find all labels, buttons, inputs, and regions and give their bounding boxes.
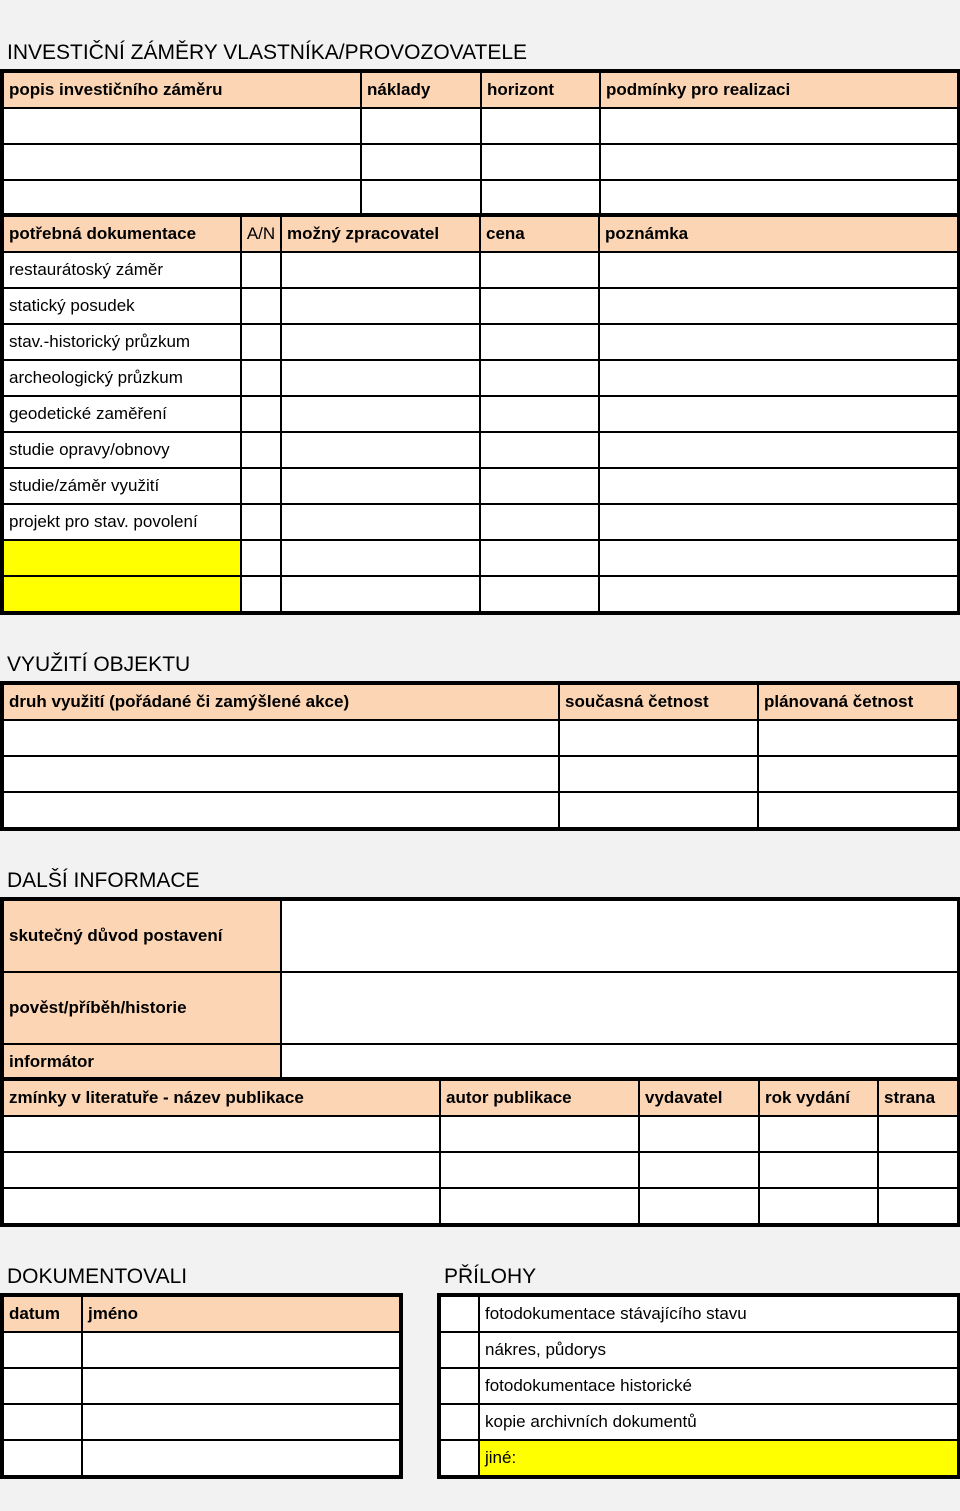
cell-datum[interactable]: [3, 1332, 82, 1368]
dok-zpracovatel-cell[interactable]: [281, 576, 480, 612]
section-title-prilohy: PŘÍLOHY: [444, 1265, 537, 1288]
prilohy-table: [439, 1295, 959, 1477]
cell-naklady[interactable]: [361, 144, 481, 180]
col-vydavatel: vydavatel: [639, 1080, 759, 1116]
col-nazev-publikace: zmínky v literatuře - název publikace: [3, 1080, 440, 1116]
cell-soucasna[interactable]: [559, 720, 758, 756]
dok-cena-cell[interactable]: [480, 360, 599, 396]
cell-planovana[interactable]: [758, 720, 958, 756]
priloha-jine-field[interactable]: jiné:: [479, 1440, 958, 1476]
dok-poznamka-cell[interactable]: [599, 504, 958, 540]
section-title-dokumentovali: DOKUMENTOVALI: [7, 1265, 188, 1288]
dok-poznamka-cell[interactable]: [599, 288, 958, 324]
priloha-checkbox[interactable]: [440, 1368, 479, 1404]
priloha-checkbox[interactable]: [440, 1296, 479, 1332]
dok-zpracovatel-cell[interactable]: [281, 432, 480, 468]
dok-item-label: restaurátoský záměr: [3, 252, 241, 288]
cell-horizont[interactable]: [481, 144, 600, 180]
povest-label: pověst/příběh/historie: [3, 972, 281, 1044]
cell-nazev[interactable]: [3, 1152, 440, 1188]
col-cena: cena: [480, 216, 599, 252]
cell-autor[interactable]: [440, 1152, 639, 1188]
cell-datum[interactable]: [3, 1440, 82, 1476]
dok-zpracovatel-cell[interactable]: [281, 252, 480, 288]
cell-horizont[interactable]: [481, 180, 600, 216]
cell-strana[interactable]: [878, 1152, 958, 1188]
cell-popis[interactable]: [3, 144, 361, 180]
dok-custom-item-cell[interactable]: [3, 540, 241, 576]
cell-rok[interactable]: [759, 1152, 878, 1188]
dok-poznamka-cell[interactable]: [599, 360, 958, 396]
priloha-label: fotodokumentace stávajícího stavu: [479, 1296, 958, 1332]
col-datum: datum: [3, 1296, 82, 1332]
col-naklady: náklady: [361, 72, 481, 108]
dok-item-label: studie/záměr využití: [3, 468, 241, 504]
literatura-table: [2, 1079, 959, 1225]
vyuziti-table: [2, 683, 959, 829]
dok-poznamka-cell[interactable]: [599, 396, 958, 432]
cell-popis[interactable]: [3, 180, 361, 216]
col-druh-vyuziti: druh využití (pořádané či zamýšlené akce): [3, 684, 559, 720]
dokumentace-table: [2, 215, 959, 613]
cell-soucasna[interactable]: [559, 792, 758, 828]
dok-zpracovatel-cell[interactable]: [281, 504, 480, 540]
cell-datum[interactable]: [3, 1404, 82, 1440]
dok-poznamka-cell[interactable]: [599, 324, 958, 360]
dok-an-cell[interactable]: [241, 576, 281, 612]
col-planovana-cetnost: plánovaná četnost: [758, 684, 958, 720]
informator-label: informátor: [3, 1044, 281, 1080]
col-autor-publikace: autor publikace: [440, 1080, 639, 1116]
cell-autor[interactable]: [440, 1116, 639, 1152]
cell-horizont[interactable]: [481, 108, 600, 144]
dok-cena-cell[interactable]: [480, 504, 599, 540]
cell-planovana[interactable]: [758, 792, 958, 828]
dok-zpracovatel-cell[interactable]: [281, 468, 480, 504]
dok-an-cell[interactable]: [241, 288, 281, 324]
cell-vydavatel[interactable]: [639, 1152, 759, 1188]
cell-jmeno[interactable]: [82, 1368, 400, 1404]
col-rok-vydani: rok vydání: [759, 1080, 878, 1116]
dok-poznamka-cell[interactable]: [599, 576, 958, 612]
col-popis: popis investičního záměru: [3, 72, 361, 108]
dok-zpracovatel-cell[interactable]: [281, 288, 480, 324]
cell-druh[interactable]: [3, 756, 559, 792]
dok-an-cell[interactable]: [241, 504, 281, 540]
dok-custom-item-cell[interactable]: [3, 576, 241, 612]
col-podminky: podmínky pro realizaci: [600, 72, 958, 108]
col-jmeno: jméno: [82, 1296, 400, 1332]
col-an: A/N: [241, 216, 281, 252]
duvod-label: skutečný důvod postavení: [3, 900, 281, 972]
cell-naklady[interactable]: [361, 108, 481, 144]
dok-zpracovatel-cell[interactable]: [281, 396, 480, 432]
cell-autor[interactable]: [440, 1188, 639, 1224]
duvod-field[interactable]: [281, 900, 958, 972]
cell-popis[interactable]: [3, 108, 361, 144]
dok-cena-cell[interactable]: [480, 324, 599, 360]
povest-field[interactable]: [281, 972, 958, 1044]
dalsi-info-table: [2, 899, 959, 1081]
dok-cena-cell[interactable]: [480, 468, 599, 504]
dok-poznamka-cell[interactable]: [599, 252, 958, 288]
cell-rok[interactable]: [759, 1188, 878, 1224]
dok-item-label: studie opravy/obnovy: [3, 432, 241, 468]
dok-cena-cell[interactable]: [480, 432, 599, 468]
priloha-label: kopie archivních dokumentů: [479, 1404, 958, 1440]
dok-an-cell[interactable]: [241, 396, 281, 432]
dok-zpracovatel-cell[interactable]: [281, 360, 480, 396]
dok-an-cell[interactable]: [241, 468, 281, 504]
cell-podminky[interactable]: [600, 108, 958, 144]
cell-jmeno[interactable]: [82, 1440, 400, 1476]
priloha-checkbox[interactable]: [440, 1332, 479, 1368]
dok-item-label: archeologický průzkum: [3, 360, 241, 396]
col-horizont: horizont: [481, 72, 600, 108]
col-poznamka: poznámka: [599, 216, 958, 252]
dok-item-label: statický posudek: [3, 288, 241, 324]
cell-druh[interactable]: [3, 792, 559, 828]
priloha-checkbox[interactable]: [440, 1404, 479, 1440]
cell-naklady[interactable]: [361, 180, 481, 216]
dokumentovali-table: [2, 1295, 401, 1477]
priloha-checkbox[interactable]: [440, 1440, 479, 1476]
priloha-label: fotodokumentace historické: [479, 1368, 958, 1404]
dok-zpracovatel-cell[interactable]: [281, 540, 480, 576]
cell-podminky[interactable]: [600, 180, 958, 216]
cell-vydavatel[interactable]: [639, 1116, 759, 1152]
col-strana: strana: [878, 1080, 958, 1116]
section-title-vyuziti: VYUŽITÍ OBJEKTU: [7, 653, 191, 676]
dok-an-cell[interactable]: [241, 360, 281, 396]
cell-soucasna[interactable]: [559, 756, 758, 792]
section-title-investice: INVESTIČNÍ ZÁMĚRY VLASTNÍKA/PROVOZOVATELE: [7, 41, 528, 64]
dok-cena-cell[interactable]: [480, 252, 599, 288]
dok-an-cell[interactable]: [241, 252, 281, 288]
informator-field[interactable]: [281, 1044, 958, 1080]
dok-poznamka-cell[interactable]: [599, 468, 958, 504]
cell-nazev[interactable]: [3, 1116, 440, 1152]
cell-podminky[interactable]: [600, 144, 958, 180]
cell-rok[interactable]: [759, 1116, 878, 1152]
col-zpracovatel: možný zpracovatel: [281, 216, 480, 252]
cell-strana[interactable]: [878, 1188, 958, 1224]
dok-item-label: projekt pro stav. povolení: [3, 504, 241, 540]
cell-nazev[interactable]: [3, 1188, 440, 1224]
cell-planovana[interactable]: [758, 756, 958, 792]
dok-item-label: geodetické zaměření: [3, 396, 241, 432]
dok-an-cell[interactable]: [241, 432, 281, 468]
investice-table: [2, 71, 959, 217]
dok-cena-cell[interactable]: [480, 576, 599, 612]
col-soucasna-cetnost: současná četnost: [559, 684, 758, 720]
dok-zpracovatel-cell[interactable]: [281, 324, 480, 360]
cell-vydavatel[interactable]: [639, 1188, 759, 1224]
priloha-label: nákres, půdorys: [479, 1332, 958, 1368]
cell-jmeno[interactable]: [82, 1332, 400, 1368]
dok-cena-cell[interactable]: [480, 540, 599, 576]
dok-an-cell[interactable]: [241, 324, 281, 360]
dok-poznamka-cell[interactable]: [599, 540, 958, 576]
dok-poznamka-cell[interactable]: [599, 432, 958, 468]
cell-jmeno[interactable]: [82, 1404, 400, 1440]
cell-datum[interactable]: [3, 1368, 82, 1404]
cell-strana[interactable]: [878, 1116, 958, 1152]
col-dokumentace: potřebná dokumentace: [3, 216, 241, 252]
section-title-dalsi: DALŠÍ INFORMACE: [7, 869, 200, 892]
dok-cena-cell[interactable]: [480, 396, 599, 432]
dok-item-label: stav.-historický průzkum: [3, 324, 241, 360]
dok-cena-cell[interactable]: [480, 288, 599, 324]
cell-druh[interactable]: [3, 720, 559, 756]
dok-an-cell[interactable]: [241, 540, 281, 576]
